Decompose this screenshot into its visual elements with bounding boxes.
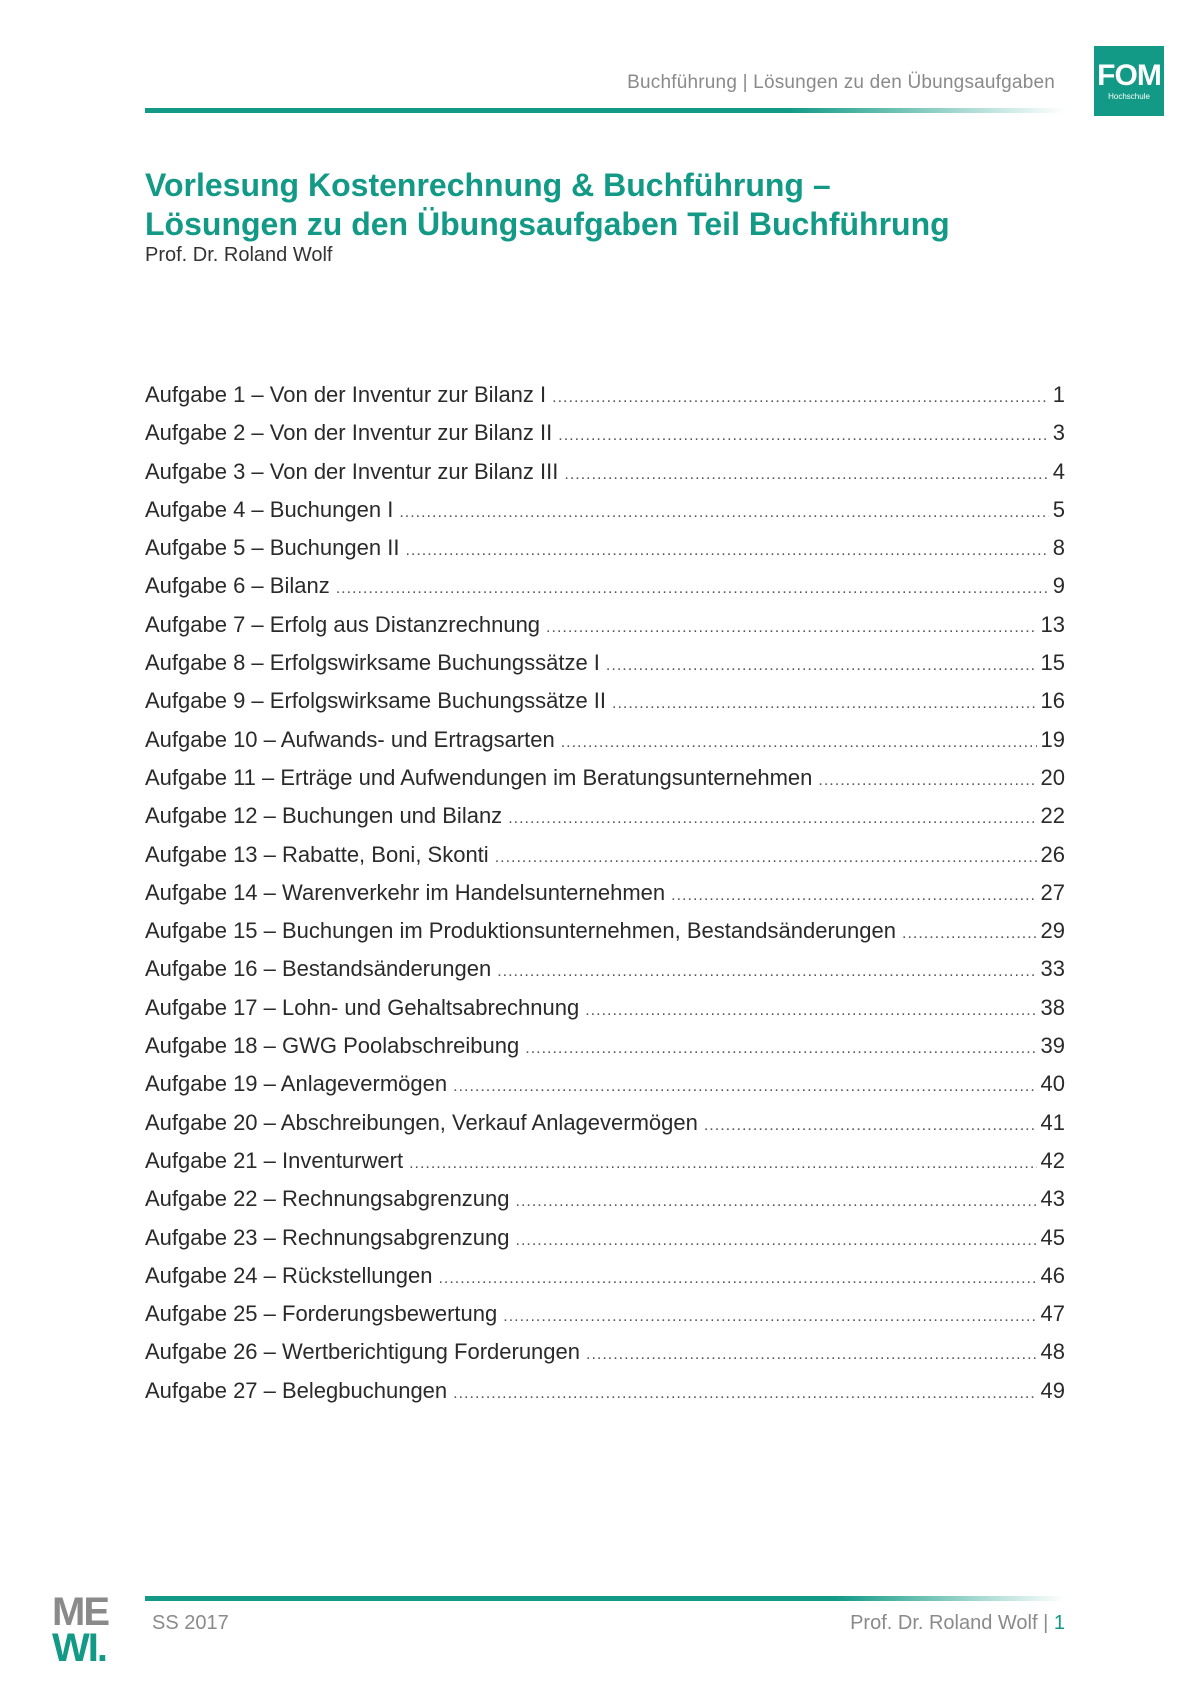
toc-leader-dots	[497, 963, 1036, 981]
toc-entry-label: Aufgabe 26 – Wertberichtigung Forderungen	[145, 1339, 580, 1365]
toc-entry-label: Aufgabe 10 – Aufwands- und Ertragsarten	[145, 726, 555, 752]
toc-entry[interactable]	[145, 880, 1065, 918]
toc-leader-dots	[438, 1270, 1036, 1288]
toc-entry[interactable]	[145, 497, 1065, 535]
toc-entry-page: 20	[1040, 764, 1065, 790]
toc-entry[interactable]	[145, 1378, 1065, 1416]
toc-entry-label: Aufgabe 8 – Erfolgswirksame Buchungssätze I	[145, 650, 600, 676]
toc-entry[interactable]	[145, 1225, 1065, 1263]
toc-leader-dots	[399, 504, 1048, 522]
document-title	[145, 166, 950, 244]
toc-entry-page: 41	[1040, 1109, 1065, 1135]
toc-entry-label: Aufgabe 20 – Abschreibungen, Verkauf Anlagevermögen	[145, 1109, 698, 1135]
toc-entry-page: 49	[1040, 1377, 1065, 1403]
toc-entry-page: 13	[1040, 611, 1065, 637]
toc-entry-page: 3	[1052, 420, 1065, 446]
toc-leader-dots	[612, 695, 1036, 713]
mewi-logo-row1: ME	[52, 1590, 108, 1634]
toc-entry-label: Aufgabe 13 – Rabatte, Boni, Skonti	[145, 841, 489, 867]
toc-entry[interactable]	[145, 573, 1065, 611]
toc-entry[interactable]	[145, 765, 1065, 803]
toc-entry-page: 26	[1040, 841, 1065, 867]
toc-entry-page: 39	[1040, 1033, 1065, 1059]
footer-divider	[145, 1596, 1065, 1601]
toc-entry-page: 19	[1040, 726, 1065, 752]
toc-entry-page: 43	[1040, 1186, 1065, 1212]
toc-entry-page: 45	[1040, 1224, 1065, 1250]
toc-entry-label: Aufgabe 24 – Rückstellungen	[145, 1262, 433, 1288]
running-header: Buchführung | Lösungen zu den Übungsaufgaben	[627, 72, 1055, 93]
toc-entry-label: Aufgabe 2 – Von der Inventur zur Bilanz II	[145, 420, 553, 446]
toc-entry[interactable]	[145, 1301, 1065, 1339]
toc-entry-label: Aufgabe 14 – Warenverkehr im Handelsunternehmen	[145, 879, 666, 905]
toc-entry-page: 47	[1040, 1301, 1065, 1327]
toc-leader-dots	[525, 1040, 1036, 1058]
fom-logo-subtext: Hochschule	[1108, 91, 1150, 101]
toc-entry-label: Aufgabe 17 – Lohn- und Gehaltsabrechnung	[145, 994, 580, 1020]
title-line-1: Vorlesung Kostenrechnung & Buchführung –	[145, 167, 831, 203]
toc-entry[interactable]	[145, 420, 1065, 458]
toc-entry[interactable]	[145, 842, 1065, 880]
toc-entry-page: 16	[1040, 688, 1065, 714]
toc-leader-dots	[336, 580, 1049, 598]
toc-entry-label: Aufgabe 16 – Bestandsänderungen	[145, 956, 492, 982]
footer-author: Prof. Dr. Roland Wolf |	[850, 1612, 1049, 1634]
toc-entry-page: 1	[1052, 382, 1065, 407]
toc-entry[interactable]	[145, 535, 1065, 573]
toc-entry[interactable]	[145, 918, 1065, 956]
toc-entry[interactable]	[145, 382, 1065, 420]
toc-entry-label: Aufgabe 6 – Bilanz	[145, 573, 330, 599]
toc-entry-page: 5	[1052, 496, 1065, 522]
toc-leader-dots	[503, 1308, 1036, 1326]
toc-entry[interactable]	[145, 956, 1065, 994]
toc-leader-dots	[586, 1346, 1037, 1364]
toc-entry-label: Aufgabe 1 – Von der Inventur zur Bilanz I	[145, 382, 547, 407]
toc-entry-label: Aufgabe 3 – Von der Inventur zur Bilanz III	[145, 458, 559, 484]
toc-leader-dots	[453, 1385, 1036, 1403]
toc-entry-label: Aufgabe 23 – Rechnungsabgrenzung	[145, 1224, 510, 1250]
mewi-logo	[52, 1590, 128, 1670]
toc-entry[interactable]	[145, 1033, 1065, 1071]
toc-leader-dots	[558, 427, 1048, 445]
toc-entry-page: 48	[1040, 1339, 1065, 1365]
toc-entry-page: 9	[1052, 573, 1065, 599]
toc-entry[interactable]	[145, 1110, 1065, 1148]
toc-leader-dots	[606, 657, 1037, 675]
toc-leader-dots	[552, 389, 1049, 407]
toc-entry[interactable]	[145, 1148, 1065, 1186]
toc-entry-page: 29	[1040, 918, 1065, 944]
toc-entry-label: Aufgabe 18 – GWG Poolabschreibung	[145, 1033, 520, 1059]
toc-entry[interactable]	[145, 650, 1065, 688]
toc-leader-dots	[585, 1002, 1036, 1020]
toc-leader-dots	[516, 1193, 1037, 1211]
toc-entry-label: Aufgabe 4 – Buchungen I	[145, 496, 394, 522]
toc-entry-label: Aufgabe 22 – Rechnungsabgrenzung	[145, 1186, 510, 1212]
header-divider	[145, 108, 1065, 113]
toc-entry-page: 4	[1052, 458, 1065, 484]
title-line-2: Lösungen zu den Übungsaufgaben Teil Buchführung	[145, 206, 950, 242]
toc-leader-dots	[546, 619, 1036, 637]
toc-entry-label: Aufgabe 11 – Erträge und Aufwendungen im Beratungsunternehmen	[145, 764, 813, 790]
toc-leader-dots	[516, 1232, 1037, 1250]
toc-leader-dots	[818, 772, 1036, 790]
mewi-logo-row2: WI.	[52, 1626, 106, 1670]
toc-entry-label: Aufgabe 7 – Erfolg aus Distanzrechnung	[145, 611, 541, 637]
toc-leader-dots	[704, 1117, 1037, 1135]
toc-entry[interactable]	[145, 1339, 1065, 1377]
toc-entry-label: Aufgabe 15 – Buchungen im Produktionsunternehmen, Bestandsänderungen	[145, 918, 896, 944]
toc-leader-dots	[561, 734, 1037, 752]
toc-entry[interactable]	[145, 1071, 1065, 1109]
toc-entry-label: Aufgabe 5 – Buchungen II	[145, 535, 400, 561]
toc-entry-page: 40	[1040, 1071, 1065, 1097]
fom-logo	[1094, 46, 1164, 116]
toc-leader-dots	[453, 1078, 1036, 1096]
toc-entry-page: 33	[1040, 956, 1065, 982]
toc-entry-label: Aufgabe 9 – Erfolgswirksame Buchungssätze II	[145, 688, 607, 714]
toc-entry[interactable]	[145, 995, 1065, 1033]
toc-entry-label: Aufgabe 27 – Belegbuchungen	[145, 1377, 448, 1403]
toc-entry-page: 46	[1040, 1262, 1065, 1288]
toc-entry-page: 42	[1040, 1147, 1065, 1173]
toc-leader-dots	[902, 925, 1037, 943]
footer-author-page	[850, 1612, 1065, 1635]
toc-entry-page: 27	[1040, 879, 1065, 905]
toc-entry[interactable]	[145, 727, 1065, 765]
toc-entry[interactable]	[145, 688, 1065, 726]
toc-entry-label: Aufgabe 21 – Inventurwert	[145, 1147, 404, 1173]
toc-entry[interactable]	[145, 1263, 1065, 1301]
toc-entry-page: 15	[1040, 650, 1065, 676]
toc-leader-dots	[671, 887, 1036, 905]
toc-entry[interactable]	[145, 459, 1065, 497]
toc-leader-dots	[405, 542, 1048, 560]
toc-leader-dots	[495, 849, 1037, 867]
toc-leader-dots	[564, 466, 1048, 484]
author-line: Prof. Dr. Roland Wolf	[145, 244, 333, 266]
toc-entry-page: 22	[1040, 803, 1065, 829]
toc-entry[interactable]	[145, 612, 1065, 650]
footer-page-number: 1	[1053, 1612, 1065, 1634]
footer-semester: SS 2017	[152, 1612, 229, 1634]
toc-entry-label: Aufgabe 25 – Forderungsbewertung	[145, 1301, 498, 1327]
toc-entry-page: 38	[1040, 994, 1065, 1020]
toc-entry-page: 8	[1052, 535, 1065, 561]
toc-entry[interactable]	[145, 803, 1065, 841]
toc-entry-label: Aufgabe 19 – Anlagevermögen	[145, 1071, 448, 1097]
toc-entry-label: Aufgabe 12 – Buchungen und Bilanz	[145, 803, 503, 829]
toc-entry[interactable]	[145, 1186, 1065, 1224]
fom-logo-text: FOM	[1097, 58, 1161, 92]
toc-leader-dots	[508, 810, 1036, 828]
toc-leader-dots	[409, 1155, 1036, 1173]
table-of-contents	[145, 382, 1065, 1416]
